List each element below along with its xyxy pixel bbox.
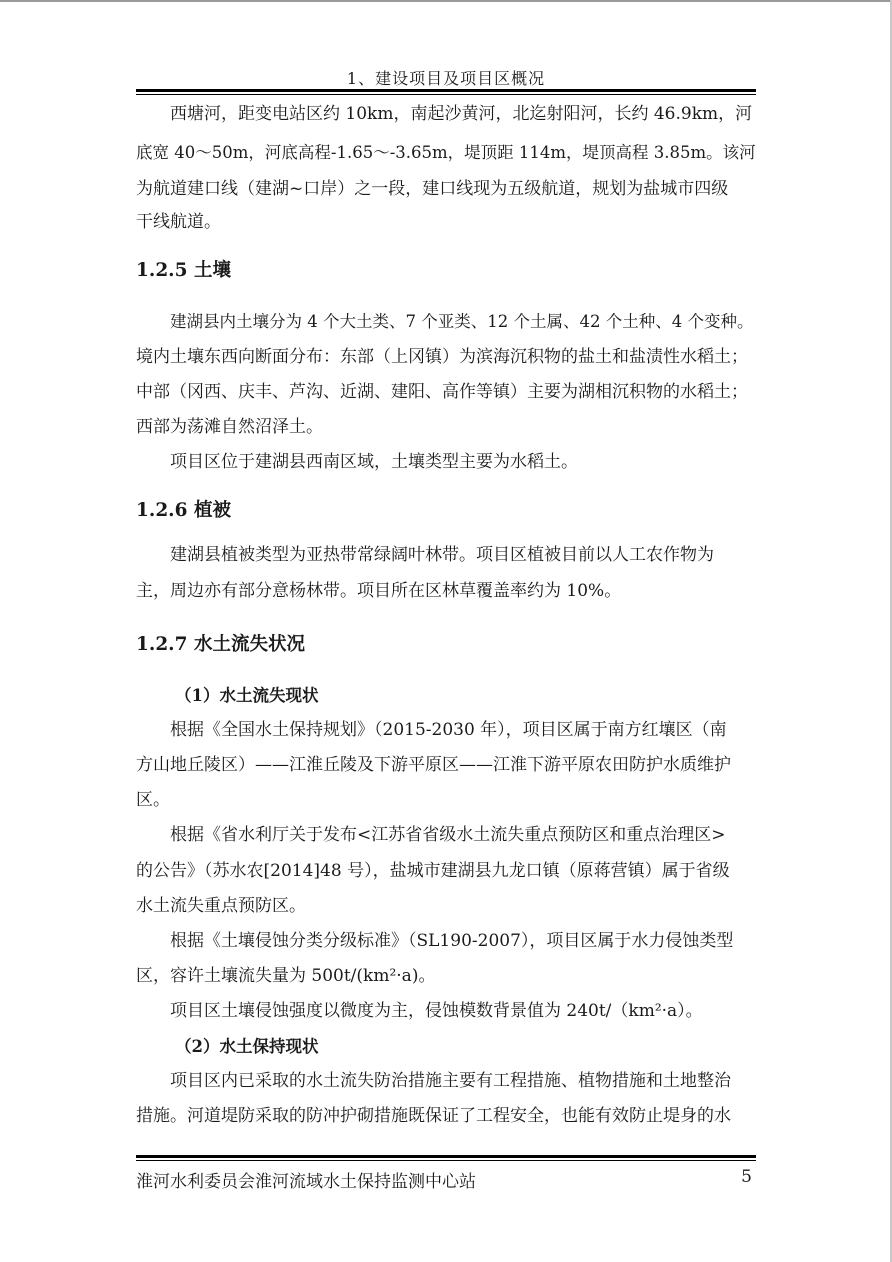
paragraph-line: 主，周边亦有部分意杨林带。项目所在区林草覆盖率约为 10%。 — [136, 581, 622, 601]
paragraph-line: 项目区土壤侵蚀强度以微度为主，侵蚀模数背景值为 240t/（km²·a）。 — [170, 1001, 703, 1021]
paragraph-line: 根据《土壤侵蚀分类分级标准》（SL190-2007），项目区属于水力侵蚀类型 — [170, 931, 734, 951]
paragraph-line: 建湖县内土壤分为 4 个大土类、7 个亚类、12 个土属、42 个土种、4 个变种。 — [170, 312, 754, 331]
page-number: 5 — [741, 1167, 752, 1187]
paragraph-line: 境内土壤东西向断面分布：东部（上冈镇）为滨海沉积物的盐土和盐渍性水稻土； — [136, 347, 748, 367]
subsection-heading-conservation-status: （2）水土保持现状 — [175, 1037, 319, 1056]
paragraph-line: 西部为荡滩自然沼泽土。 — [136, 417, 323, 437]
paragraph-line: 建湖县植被类型为亚热带常绿阔叶林带。项目区植被目前以人工农作物为 — [170, 545, 714, 565]
paragraph-line: 根据《全国水土保持规划》（2015-2030 年），项目区属于南方红壤区（南 — [170, 720, 727, 740]
paragraph-line: 方山地丘陵区）——江淮丘陵及下游平原区——江淮下游平原农田防护水质维护 — [136, 755, 731, 775]
footer-organization: 淮河水利委员会淮河流域水土保持监测中心站 — [136, 1172, 476, 1192]
section-heading-soil: 1.2.5 土壤 — [136, 260, 231, 281]
paragraph-line: 西塘河，距变电站区约 10km，南起沙黄河，北迄射阳河，长约 46.9km，河 — [170, 104, 753, 124]
subsection-heading-erosion-status: （1）水土流失现状 — [175, 686, 319, 705]
paragraph-line: 中部（冈西、庆丰、芦沟、近湖、建阳、高作等镇）主要为湖相沉积物的水稻土； — [136, 382, 748, 402]
paragraph-line: 根据《省水利厅关于发布<江苏省省级水土流失重点预防区和重点治理区> — [170, 825, 726, 845]
paragraph-line: 水土流失重点预防区。 — [136, 896, 306, 916]
paragraph-line: 干线航道。 — [136, 212, 221, 232]
paragraph-line: 项目区位于建湖县西南区域，土壤类型主要为水稻土。 — [170, 452, 578, 472]
section-heading-vegetation: 1.2.6 植被 — [136, 500, 231, 521]
paragraph-line: 的公告》（苏水农[2014]48 号），盐城市建湖县九龙口镇（原蒋营镇）属于省级 — [136, 861, 730, 881]
paragraph-line: 底宽 40～50m，河底高程-1.65～-3.65m，堤顶距 114m，堤顶高程 3.85m。该河 — [136, 143, 756, 162]
paragraph-line: 措施。河道堤防采取的防冲护砌措施既保证了工程安全，也能有效防止堤身的水 — [136, 1106, 731, 1126]
running-header-title: 1、建设项目及项目区概况 — [346, 69, 546, 88]
paragraph-line: 项目区内已采取的水土流失防治措施主要有工程措施、植物措施和土地整治 — [170, 1071, 731, 1091]
page-top-edge — [0, 0, 892, 2]
footer-rule — [136, 1155, 756, 1161]
section-heading-soil-erosion: 1.2.7 水土流失状况 — [136, 634, 305, 655]
paragraph-line: 区。 — [136, 790, 170, 810]
paragraph-line: 区，容许土壤流失量为 500t/(km²·a)。 — [136, 966, 436, 986]
header-rule — [136, 89, 756, 95]
paragraph-line: 为航道建口线（建湖~口岸）之一段，建口线现为五级航道，规划为盐城市四级 — [136, 179, 729, 199]
